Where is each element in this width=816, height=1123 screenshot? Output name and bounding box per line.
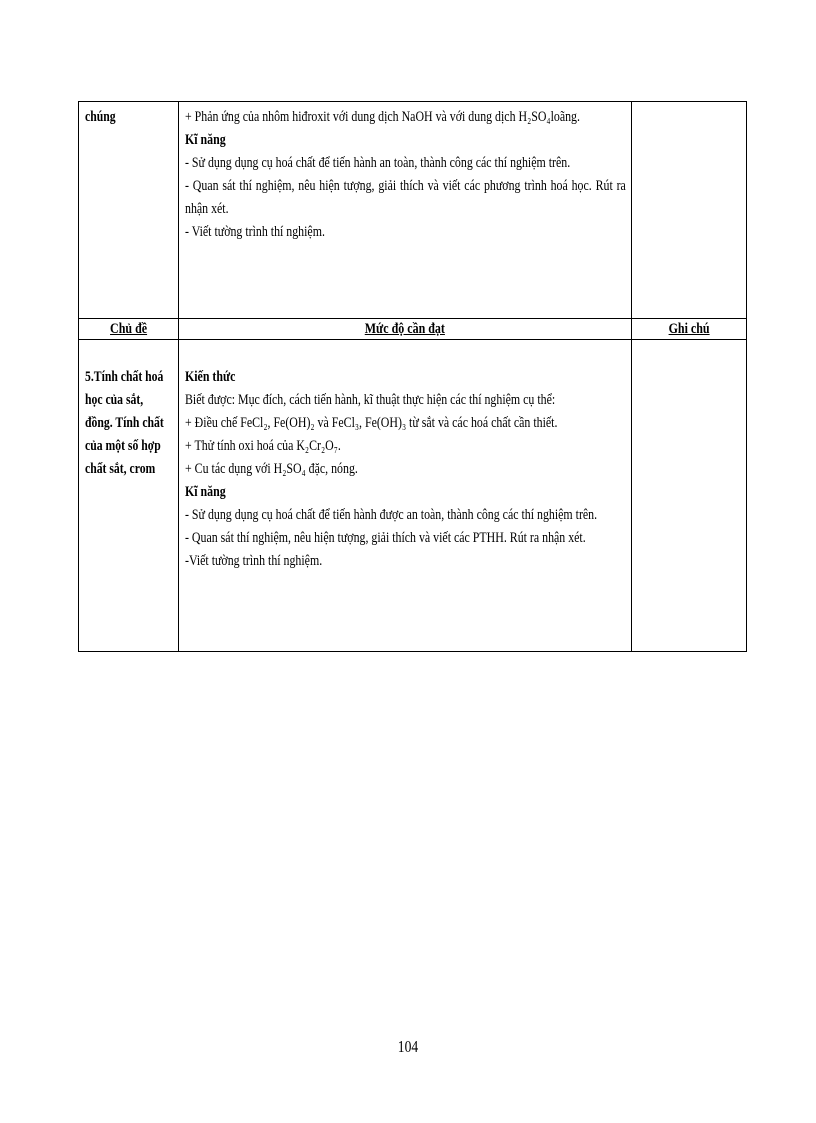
skill-line: - Quan sát thí nghiệm, nêu hiện tượng, giải thích và viết các phương trình hoá học. Rút ra nhận xét. (185, 178, 626, 217)
topic-cell (79, 102, 179, 319)
skills-heading: Kĩ năng (185, 484, 226, 500)
table-row (79, 102, 747, 319)
note-cell (631, 102, 746, 319)
skills-heading: Kĩ năng (185, 132, 226, 148)
header-cell-topic (79, 319, 179, 340)
page-number: 104 (397, 1037, 419, 1056)
skill-line: - Quan sát thí nghiệm, nêu hiện tượng, giải thích và viết các PTHH. Rút ra nhận xét. (185, 530, 586, 546)
skill-line: - Viết tường trình thí nghiệm. (185, 224, 326, 240)
knowledge-line: + Cu tác dụng với H₂SO₄ đặc, nóng. (185, 461, 359, 477)
requirement-line: + Phản ứng của nhôm hiđroxit với dung dịch NaOH và với dung dịch H₂SO₄loãng. (185, 109, 581, 125)
topic-text: 5.Tính chất hoá học của sắt, đồng. Tính chất của một số hợp chất sắt, crom (85, 369, 164, 477)
note-cell (631, 340, 746, 652)
header-cell-note (631, 319, 746, 340)
skill-line: -Viết tường trình thí nghiệm. (185, 553, 323, 569)
skill-line: - Sử dụng dụng cụ hoá chất để tiến hành an toàn, thành công các thí nghiệm trên. (185, 155, 571, 171)
header-note: Ghi chú (668, 321, 710, 337)
table-header-row (79, 319, 747, 340)
requirements-cell (179, 102, 632, 319)
skill-line: - Sử dụng dụng cụ hoá chất để tiến hành được an toàn, thành công các thí nghiệm trên. (185, 507, 598, 523)
knowledge-line: Biết được: Mục đích, cách tiến hành, kĩ thuật thực hiện các thí nghiệm cụ thể: (185, 392, 556, 408)
knowledge-heading: Kiến thức (185, 369, 236, 385)
knowledge-line: + Thử tính oxi hoá của K₂Cr₂O₇. (185, 438, 341, 454)
topic-cell (79, 340, 179, 652)
header-cell-requirements (179, 319, 632, 340)
header-topic: Chủ đề (110, 321, 148, 337)
header-requirements: Mức độ cần đạt (364, 321, 446, 337)
topic-text: chúng (85, 109, 116, 125)
table-row (79, 340, 747, 652)
curriculum-table (78, 101, 747, 652)
knowledge-line: + Điều chế FeCl₂, Fe(OH)₂ và FeCl₃, Fe(OH)₃ từ sắt và các hoá chất cần thiết. (185, 415, 558, 431)
requirements-cell (179, 340, 632, 652)
